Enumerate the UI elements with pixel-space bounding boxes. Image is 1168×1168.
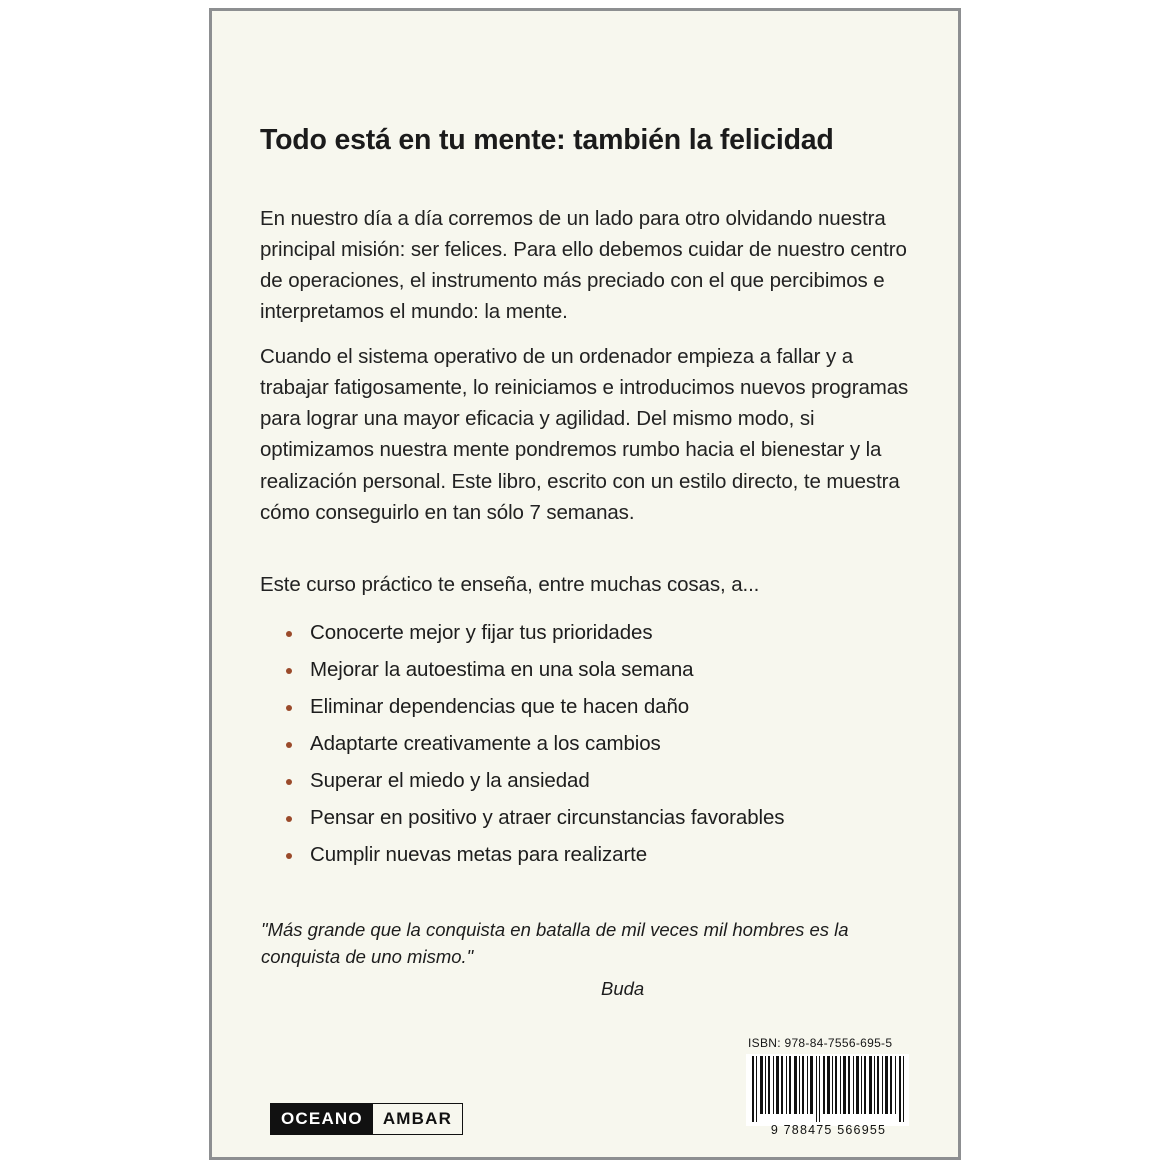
bullet-dot-icon [286,705,292,711]
body-paragraph-3: Este curso práctico te enseña, entre muchas cosas, a... [260,573,760,596]
isbn-label: ISBN: 978-84-7556-695-5 [748,1036,893,1050]
barcode-number: 9 788475 566955 [770,1123,887,1137]
list-item-label: Mejorar la autoestima en una sola semana [310,658,694,681]
list-item [278,845,918,866]
quote-text: "Más grande que la conquista en batalla de mil veces mil hombres es la conquista de uno mismo." [261,919,849,968]
bullet-dot-icon [286,853,292,859]
bullet-dot-icon [286,631,292,637]
barcode [746,1054,909,1126]
list-item-label: Eliminar dependencias que te hacen daño [310,695,690,718]
bullet-dot-icon [286,816,292,822]
list-item [278,660,918,681]
book-back-cover [209,8,961,1160]
page-title: Todo está en tu mente: también la felicidad [260,124,834,156]
list-item-label: Superar el miedo y la ansiedad [310,769,590,792]
bullet-dot-icon [286,742,292,748]
list-item-label: Pensar en positivo y atraer circunstancias favorables [310,806,785,829]
body-paragraph-1: En nuestro día a día corremos de un lado para otro olvidando nuestra principal misión: ser felices. Para ello debemos cuidar de nuestro centro de operaciones, el instrumento más preciado con el que percibimos e interpretamos el mundo: la mente. [260,207,907,324]
bullet-dot-icon [286,779,292,785]
list-item-label: Adaptarte creativamente a los cambios [310,732,661,755]
list-item [278,697,918,718]
list-item [278,771,918,792]
cover-content [260,11,920,1157]
pull-quote [261,916,901,1002]
list-item [278,808,918,829]
barcode-svg [746,1054,909,1126]
feature-list [278,623,918,882]
list-item [278,623,918,644]
list-item-label: Cumplir nuevas metas para realizarte [310,843,648,866]
publisher-logo-primary: OCEANO [271,1104,373,1134]
bullet-dot-icon [286,668,292,674]
list-item-label: Conocerte mejor y fijar tus prioridades [310,621,653,644]
publisher-logo [270,1103,463,1135]
list-item [278,734,918,755]
quote-author: Buda [601,977,645,999]
publisher-logo-secondary: AMBAR [373,1104,462,1134]
body-paragraph-2: Cuando el sistema operativo de un ordenador empieza a fallar y a trabajar fatigosamente, lo reiniciamos e introducimos nuevos programas para lograr una mayor eficacia y agilidad. Del mismo modo, si optimizamos nuestra mente pondremos rumbo hacia el bienestar y la realización personal. Este libro, escrito con un estilo directo, te muestra cómo conseguirlo en tan sólo 7 semanas. [260,345,909,524]
